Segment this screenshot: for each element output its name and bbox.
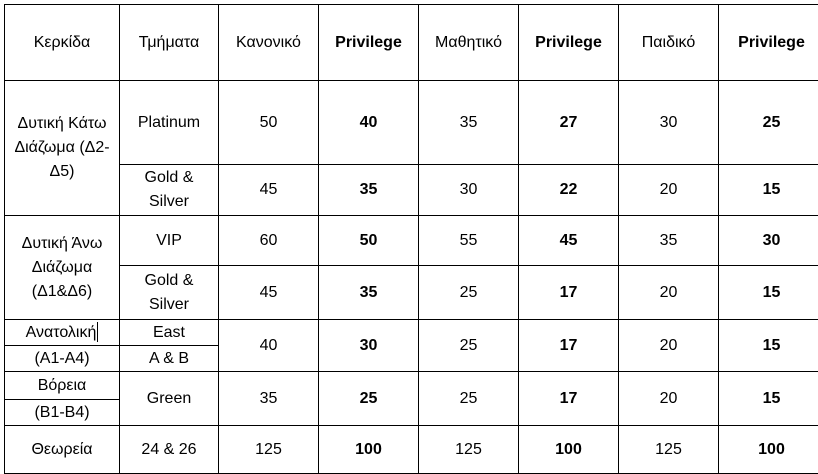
value-cell: 40 — [319, 81, 419, 165]
value-cell: 20 — [619, 320, 719, 372]
header-section: Τμήματα — [120, 5, 219, 81]
value-cell: 100 — [519, 426, 619, 474]
value-cell: 30 — [719, 216, 818, 266]
value-cell: 30 — [319, 320, 419, 372]
header-privilege-student: Privilege — [519, 5, 619, 81]
value-cell: 35 — [419, 81, 519, 165]
header-student: Μαθητικό — [419, 5, 519, 81]
value-cell: 25 — [719, 81, 818, 165]
value-cell: 22 — [519, 165, 619, 216]
stand-cell-line2: (Β1-Β4) — [5, 400, 120, 426]
section-cell: VIP — [120, 216, 219, 266]
value-cell: 35 — [219, 372, 319, 426]
value-cell: 30 — [619, 81, 719, 165]
value-cell: 25 — [319, 372, 419, 426]
value-cell: 27 — [519, 81, 619, 165]
value-cell: 125 — [619, 426, 719, 474]
value-cell: 50 — [319, 216, 419, 266]
value-cell: 20 — [619, 372, 719, 426]
section-label: Gold & Silver — [137, 269, 201, 317]
value-cell: 100 — [719, 426, 818, 474]
stand-cell: Δυτική Άνω Διάζωμα (Δ1&Δ6) — [5, 216, 120, 320]
stand-cell: Θεωρεία — [5, 426, 120, 474]
table-row — [5, 216, 818, 266]
header-row — [5, 5, 818, 81]
section-cell: Green — [120, 372, 219, 426]
table-row — [5, 266, 818, 320]
value-cell: 15 — [719, 266, 818, 320]
value-cell: 45 — [519, 216, 619, 266]
value-cell: 35 — [619, 216, 719, 266]
section-label: Gold & Silver — [137, 166, 201, 214]
value-cell: 125 — [419, 426, 519, 474]
header-child: Παιδικό — [619, 5, 719, 81]
table-row — [5, 372, 818, 400]
stand-label: Ανατολική — [26, 324, 97, 341]
table-row — [5, 320, 818, 346]
value-cell: 17 — [519, 266, 619, 320]
value-cell: 125 — [219, 426, 319, 474]
value-cell: 15 — [719, 320, 818, 372]
text-cursor — [97, 322, 98, 342]
table-row — [5, 165, 818, 216]
table-row — [5, 426, 818, 474]
section-cell-line1: East — [120, 320, 219, 346]
stand-cell-line1: Βόρεια — [5, 372, 120, 400]
header-privilege-child: Privilege — [719, 5, 818, 81]
section-cell: Platinum — [120, 81, 219, 165]
value-cell: 15 — [719, 165, 818, 216]
value-cell: 30 — [419, 165, 519, 216]
section-cell-line2: A & B — [120, 346, 219, 372]
section-cell — [120, 266, 219, 320]
stand-cell-line2: (Α1-Α4) — [5, 346, 120, 372]
value-cell: 20 — [619, 165, 719, 216]
value-cell: 100 — [319, 426, 419, 474]
value-cell: 20 — [619, 266, 719, 320]
value-cell: 17 — [519, 320, 619, 372]
stand-cell-line1 — [5, 320, 120, 346]
section-cell: 24 & 26 — [120, 426, 219, 474]
header-privilege-regular: Privilege — [319, 5, 419, 81]
value-cell: 35 — [319, 165, 419, 216]
value-cell: 50 — [219, 81, 319, 165]
header-regular: Κανονικό — [219, 5, 319, 81]
value-cell: 25 — [419, 320, 519, 372]
value-cell: 45 — [219, 266, 319, 320]
stand-cell: Δυτική Κάτω Διάζωμα (Δ2-Δ5) — [5, 81, 120, 216]
value-cell: 60 — [219, 216, 319, 266]
value-cell: 40 — [219, 320, 319, 372]
value-cell: 25 — [419, 372, 519, 426]
value-cell: 15 — [719, 372, 818, 426]
value-cell: 17 — [519, 372, 619, 426]
table-row — [5, 81, 818, 165]
ticket-price-table — [4, 4, 818, 474]
value-cell: 45 — [219, 165, 319, 216]
value-cell: 25 — [419, 266, 519, 320]
value-cell: 35 — [319, 266, 419, 320]
section-cell — [120, 165, 219, 216]
value-cell: 55 — [419, 216, 519, 266]
header-stand: Κερκίδα — [5, 5, 120, 81]
